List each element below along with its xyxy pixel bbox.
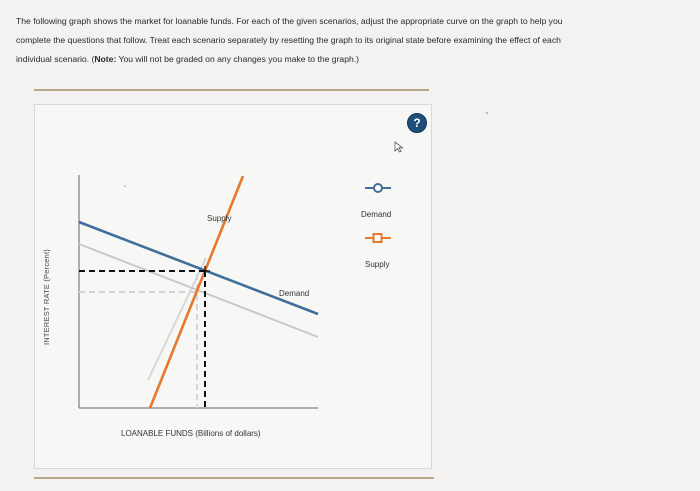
demand-legend-label: Demand	[361, 210, 392, 219]
cursor-icon	[393, 141, 405, 153]
instructions-line-2: complete the questions that follow. Treat each scenario separately by resetting the graph to its original state before examining the effect of each	[16, 35, 561, 45]
small-dot	[124, 185, 126, 187]
supply-curve-label: Supply	[207, 214, 232, 223]
supply-legend-label: Supply	[365, 260, 390, 269]
small-dot	[486, 112, 488, 114]
help-button[interactable]: ?	[407, 113, 427, 133]
demand-legend-tool[interactable]	[365, 184, 391, 192]
note-label: Note:	[94, 54, 117, 64]
y-axis-label: INTEREST RATE (Percent)	[42, 248, 51, 345]
demand-curve[interactable]	[79, 222, 318, 314]
demand-curve-label: Demand	[279, 289, 310, 298]
instructions-line-1: The following graph shows the market for loanable funds. For each of the given scenarios, adjust the appropriate curve on the graph to help you	[16, 16, 563, 26]
x-axis-label: LOANABLE FUNDS (Billions of dollars)	[121, 429, 261, 438]
supply-legend-tool[interactable]	[365, 234, 391, 242]
instructions-line-3: individual scenario. (Note: You will not be graded on any changes you make to the graph.)	[16, 54, 360, 64]
divider-bottom	[34, 477, 434, 479]
